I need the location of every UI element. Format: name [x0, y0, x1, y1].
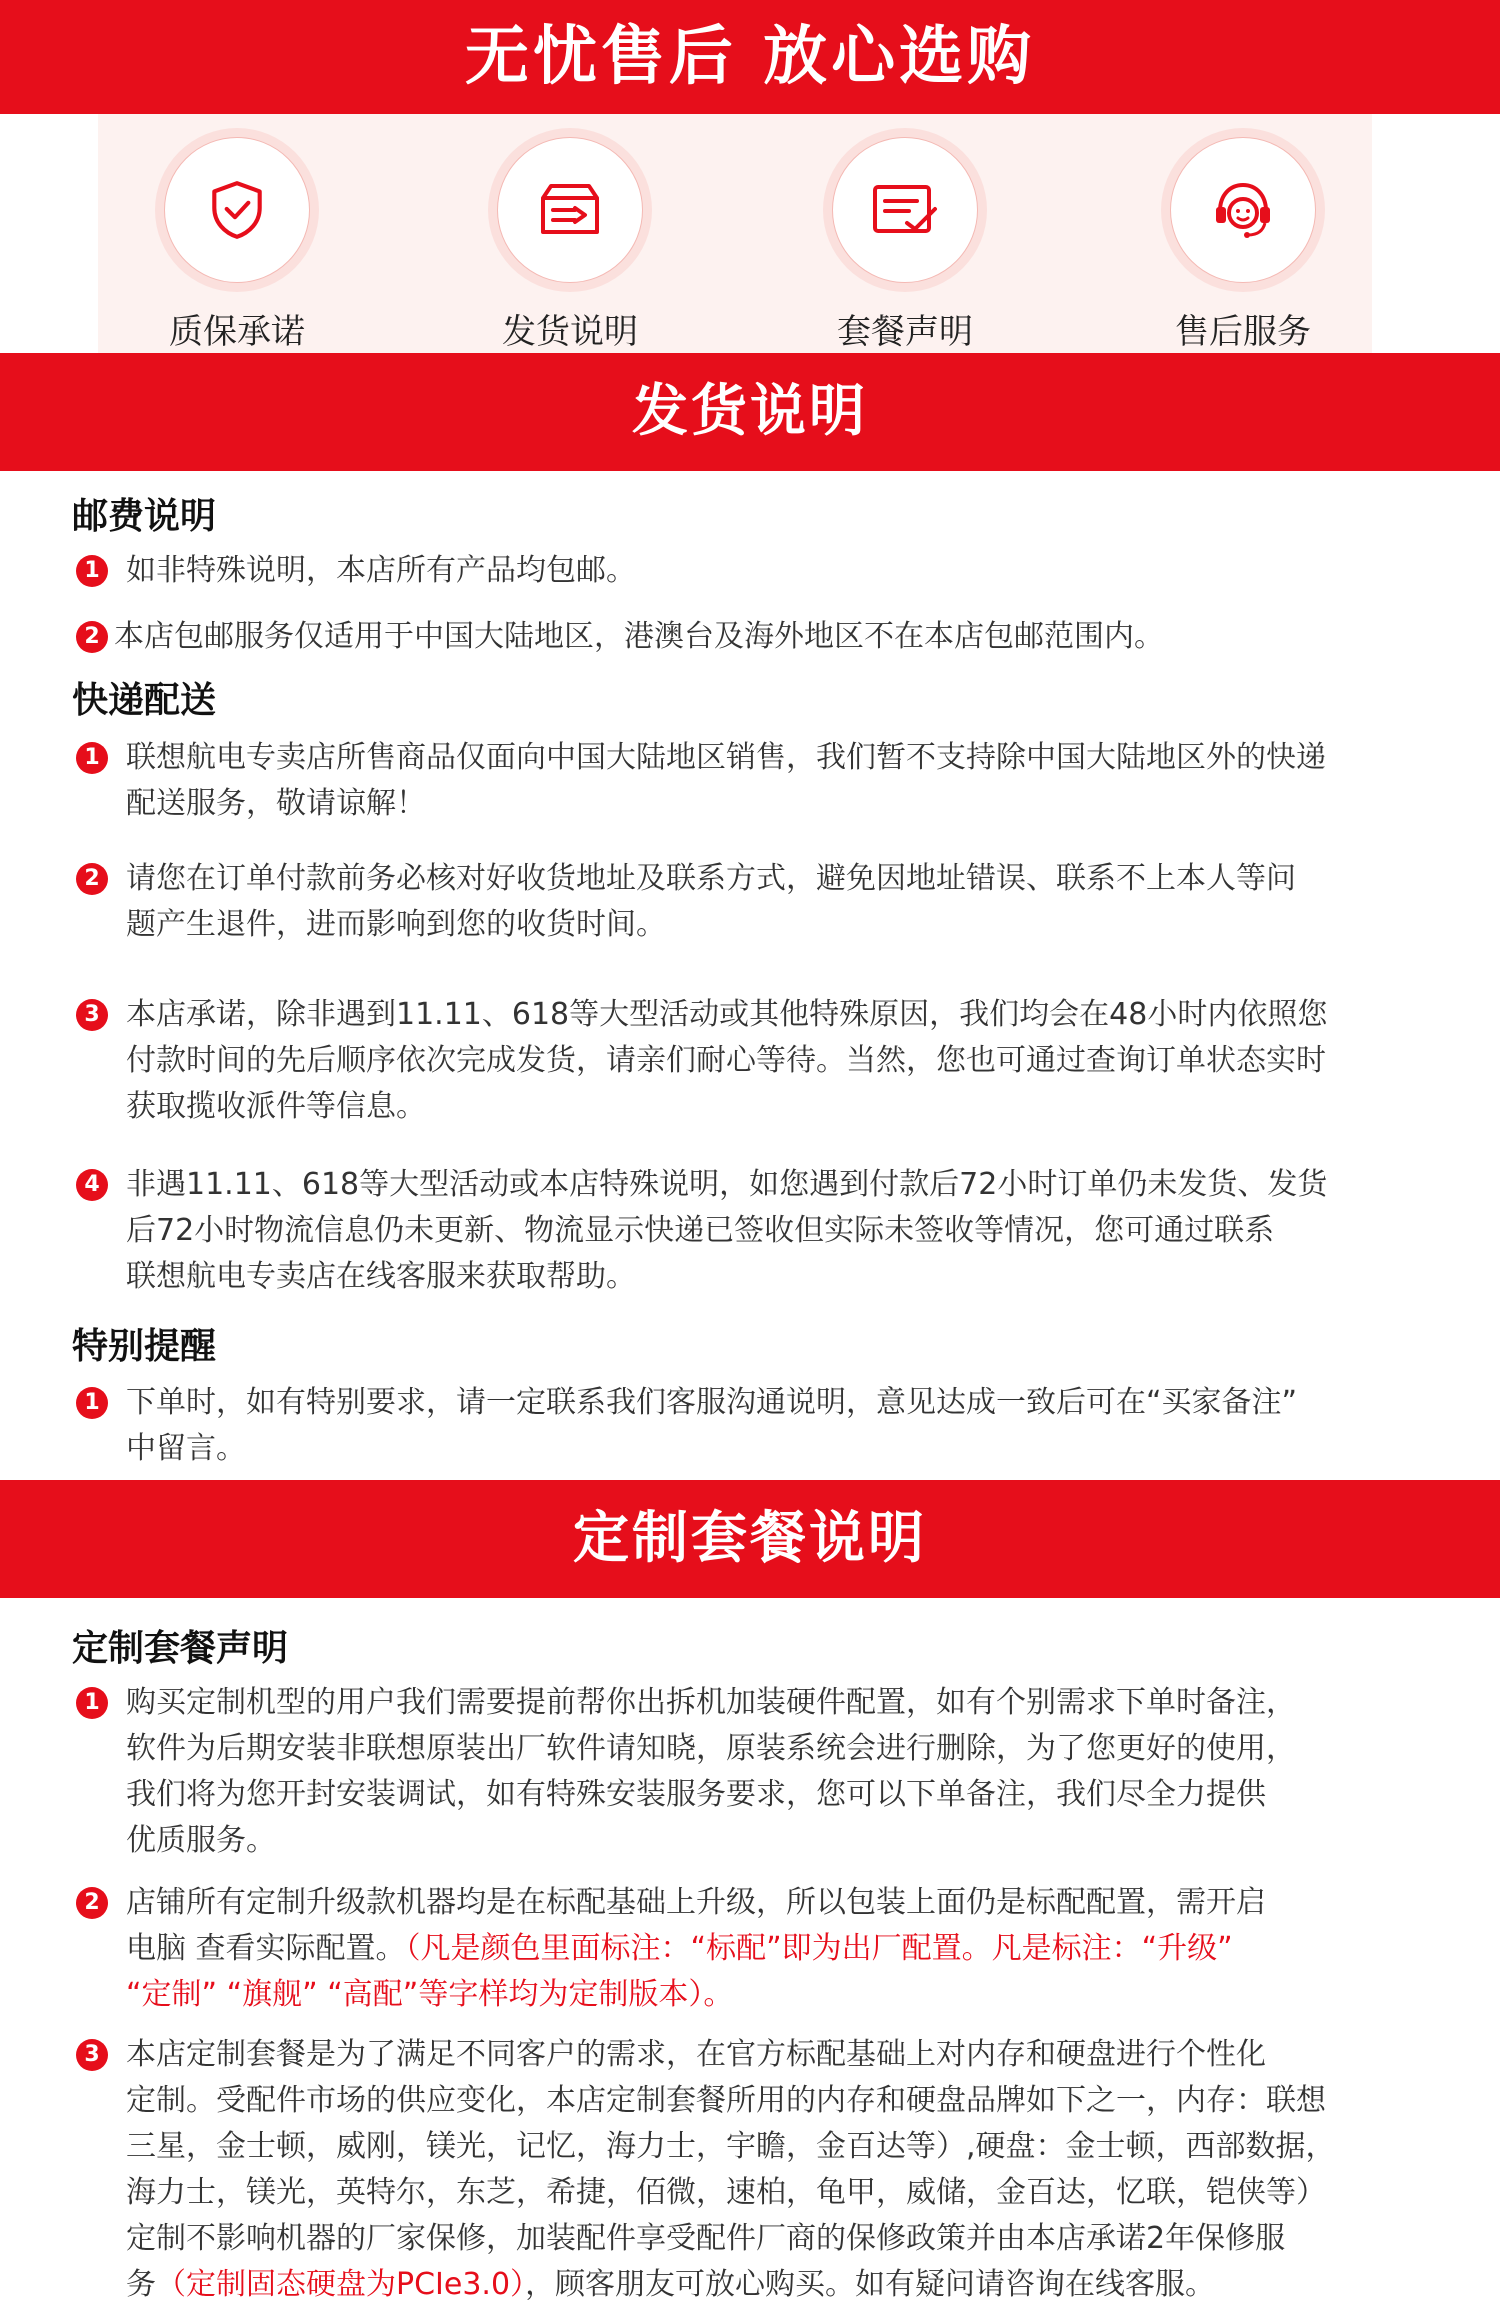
item-number: 4: [76, 1169, 108, 1201]
item-number: 1: [76, 555, 108, 587]
highlight-note: （凡是颜色里面标注：“标配”即为出厂配置。凡是标注：“升级”: [405, 1931, 1233, 1966]
list-item: 2 店铺所有定制升级款机器均是在标配基础上升级，所以包装上面仍是标配配置，需开启 电脑 查看实际配置。（凡是颜色里面标注：“标配”即为出厂配置。凡是标注：“升级” “定制” “旗舰” “高配”等字样均为定制版本）。: [76, 1880, 1466, 2018]
page-title: 无忧售后 放心选购: [464, 20, 1036, 94]
section-banner-shipping: [0, 353, 1500, 471]
feature-aftersales[interactable]: [1143, 128, 1343, 353]
feature-label: 质保承诺: [169, 312, 305, 352]
section-banner-title: 发货说明: [632, 379, 868, 444]
section-title-custom: 定制套餐声明: [72, 1628, 289, 1669]
shield-check-icon: [204, 177, 270, 243]
feature-shipping[interactable]: [470, 128, 670, 353]
top-banner: [0, 0, 1500, 114]
feature-label: 套餐声明: [837, 312, 973, 352]
section-banner-title: 定制套餐说明: [573, 1506, 927, 1571]
feature-label: 售后服务: [1175, 312, 1311, 352]
list-item: 1 如非特殊说明，本店所有产品均包邮。: [76, 548, 1466, 594]
item-number: 2: [76, 1887, 108, 1919]
item-number: 3: [76, 2039, 108, 2071]
item-number: 1: [76, 1387, 108, 1419]
list-item: 4 非遇11.11、618等大型活动或本店特殊说明，如您遇到付款后72小时订单仍未发货、发货 后72小时物流信息仍未更新、物流显示快递已签收但实际未签收等情况，您可通过联系 联想航电专卖店在线客服来获取帮助。: [76, 1162, 1466, 1300]
feature-label: 发货说明: [502, 312, 638, 352]
section-banner-custom: [0, 1480, 1500, 1598]
feature-warranty[interactable]: [137, 128, 337, 353]
list-item: 2 本店包邮服务仅适用于中国大陆地区，港澳台及海外地区不在本店包邮范围内。: [76, 614, 1466, 660]
item-number: 1: [76, 1687, 108, 1719]
highlight-note: （定制固态硬盘为PCIe3.0）: [156, 2267, 526, 2302]
list-item: 2 请您在订单付款前务必核对好收货地址及联系方式，避免因地址错误、联系不上本人等问 题产生退件，进而影响到您的收货时间。: [76, 856, 1466, 948]
list-item: 3 本店定制套餐是为了满足不同客户的需求，在官方标配基础上对内存和硬盘进行个性化 定制。受配件市场的供应变化，本店定制套餐所用的内存和硬盘品牌如下之一，内存：联想 三星，金士顿，威刚，镁光，记忆，海力士，宇瞻，金百达等）,硬盘：金士顿，西部数据， 海力士，镁光，英特尔，东芝，希捷，佰微，速柏，龟甲，威储，金百达，忆联，铠侠等） 定制不影响机器的厂家保修，加装配件享受配件厂商的保修政策并由本店承诺2年保修服 务（定制固态硬盘为PCIe3.0），顾客朋友可放心购买。如有疑问请咨询在线客服。: [76, 2032, 1466, 2308]
delivery-box-icon: [535, 177, 605, 243]
feature-icons-panel: [98, 114, 1372, 353]
headset-service-icon: [1208, 175, 1278, 245]
list-item: 1 下单时，如有特别要求，请一定联系我们客服沟通说明，意见达成一致后可在“买家备注” 中留言。: [76, 1380, 1466, 1472]
item-number: 2: [76, 621, 108, 653]
item-number: 3: [76, 999, 108, 1031]
list-item: 1 联想航电专卖店所售商品仅面向中国大陆地区销售，我们暂不支持除中国大陆地区外的快递 配送服务，敬请谅解！: [76, 735, 1466, 827]
document-check-icon: [869, 179, 941, 241]
section-title-reminder: 特别提醒: [72, 1326, 217, 1367]
item-number: 1: [76, 742, 108, 774]
list-item: 3 本店承诺，除非遇到11.11、618等大型活动或其他特殊原因，我们均会在48小时内依照您 付款时间的先后顺序依次完成发货，请亲们耐心等待。当然，您也可通过查询订单状态实时 获取揽收派件等信息。: [76, 992, 1466, 1130]
section-title-postage: 邮费说明: [72, 496, 217, 537]
list-item: 1 购买定制机型的用户我们需要提前帮你出拆机加装硬件配置，如有个别需求下单时备注， 软件为后期安装非联想原装出厂软件请知晓，原装系统会进行删除，为了您更好的使用， 我们将为您开封安装调试，如有特殊安装服务要求，您可以下单备注，我们尽全力提供 优质服务。: [76, 1680, 1466, 1864]
highlight-note: “定制” “旗舰” “高配”等字样均为定制版本）。: [126, 1977, 734, 2012]
section-title-express: 快递配送: [72, 680, 217, 721]
feature-package[interactable]: [805, 128, 1005, 353]
item-number: 2: [76, 863, 108, 895]
